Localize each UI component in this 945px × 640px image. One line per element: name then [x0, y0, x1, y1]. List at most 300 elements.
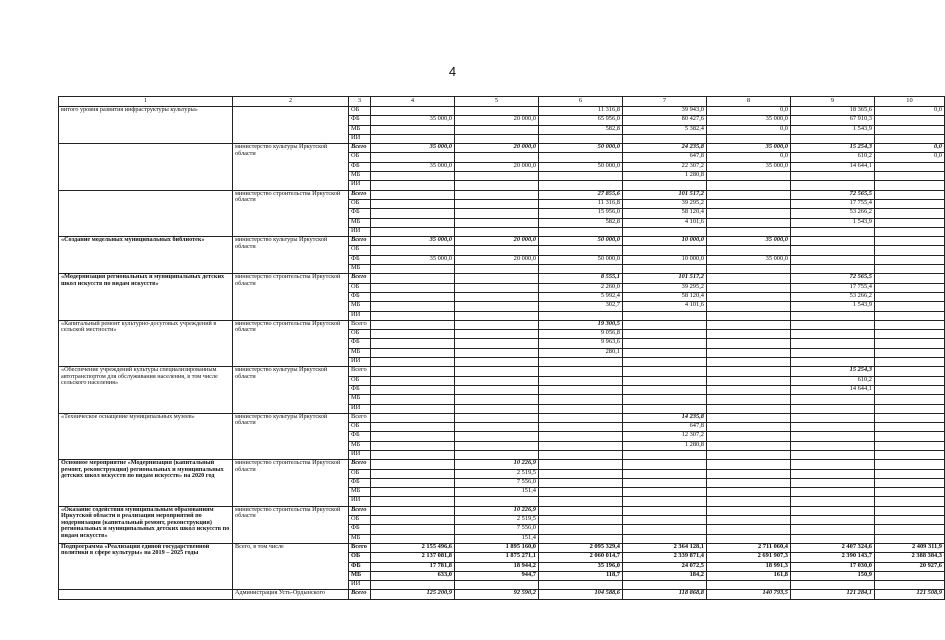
- amount-cell: 151,4: [455, 534, 539, 543]
- amount-cell: [455, 311, 539, 320]
- column-header: 8: [707, 97, 791, 107]
- amount-cell: [539, 404, 623, 413]
- amount-cell: [371, 441, 455, 450]
- amount-cell: [371, 339, 455, 348]
- amount-cell: [707, 274, 791, 283]
- amount-cell: 53 266,2: [791, 292, 875, 301]
- funding-source: ФБ: [349, 292, 371, 301]
- amount-cell: [875, 478, 945, 487]
- funding-source: ФБ: [349, 525, 371, 534]
- amount-cell: [791, 460, 875, 469]
- column-header: 3: [349, 97, 371, 107]
- amount-cell: 118 868,8: [623, 590, 707, 599]
- executor-name: Всего, в том числе: [233, 543, 349, 589]
- activity-name: «Создание модельных муниципальных библиотек»: [59, 237, 233, 274]
- amount-cell: [623, 478, 707, 487]
- amount-cell: [875, 367, 945, 376]
- amount-cell: [539, 423, 623, 432]
- amount-cell: 10 226,9: [455, 506, 539, 515]
- amount-cell: [371, 283, 455, 292]
- amount-cell: [875, 181, 945, 190]
- amount-cell: [791, 525, 875, 534]
- amount-cell: [875, 190, 945, 199]
- amount-cell: [791, 506, 875, 515]
- amount-cell: 118,7: [539, 571, 623, 580]
- column-header: 10: [875, 97, 945, 107]
- amount-cell: [791, 497, 875, 506]
- amount-cell: [707, 497, 791, 506]
- funding-source: Всего: [349, 274, 371, 283]
- amount-cell: [455, 395, 539, 404]
- funding-source: Всего: [349, 543, 371, 552]
- amount-cell: [455, 376, 539, 385]
- amount-cell: [791, 404, 875, 413]
- amount-cell: [371, 506, 455, 515]
- amount-cell: 20 000,0: [455, 237, 539, 246]
- amount-cell: 18 365,6: [791, 107, 875, 116]
- amount-cell: [539, 441, 623, 450]
- executor-name: министерство строительства Иркутской области: [233, 460, 349, 506]
- executor-name: министерство культуры Иркутской области: [233, 144, 349, 190]
- amount-cell: 9 963,6: [539, 339, 623, 348]
- amount-cell: [875, 274, 945, 283]
- funding-source: МБ: [349, 302, 371, 311]
- amount-cell: [707, 348, 791, 357]
- amount-cell: 2 364 128,1: [623, 543, 707, 552]
- amount-cell: 39 295,2: [623, 283, 707, 292]
- executor-name: министерство культуры Иркутской области: [233, 367, 349, 413]
- amount-cell: [455, 283, 539, 292]
- amount-cell: 150,9: [791, 571, 875, 580]
- amount-cell: [707, 385, 791, 394]
- amount-cell: 35 000,0: [707, 144, 791, 153]
- amount-cell: [539, 506, 623, 515]
- amount-cell: 53 266,2: [791, 209, 875, 218]
- amount-cell: [875, 488, 945, 497]
- amount-cell: [539, 497, 623, 506]
- amount-cell: 121 284,1: [791, 590, 875, 599]
- amount-cell: 20 927,6: [875, 562, 945, 571]
- amount-cell: 39 943,0: [623, 107, 707, 116]
- amount-cell: [875, 423, 945, 432]
- funding-source: МБ: [349, 441, 371, 450]
- amount-cell: [539, 413, 623, 422]
- funding-source: Всего: [349, 320, 371, 329]
- amount-cell: [371, 469, 455, 478]
- amount-cell: [707, 516, 791, 525]
- amount-cell: [623, 488, 707, 497]
- amount-cell: [875, 283, 945, 292]
- amount-cell: 35 000,0: [707, 237, 791, 246]
- amount-cell: 50 000,0: [539, 237, 623, 246]
- amount-cell: 5 382,4: [623, 125, 707, 134]
- funding-source: ФБ: [349, 116, 371, 125]
- funding-source: ОБ: [349, 516, 371, 525]
- amount-cell: 2 155 496,6: [371, 543, 455, 552]
- amount-cell: [875, 432, 945, 441]
- amount-cell: [875, 172, 945, 181]
- funding-source: Всего: [349, 460, 371, 469]
- amount-cell: 10 000,0: [623, 237, 707, 246]
- table-row: [59, 274, 945, 283]
- amount-cell: 14 644,1: [791, 385, 875, 394]
- funding-source: ОБ: [349, 469, 371, 478]
- amount-cell: [875, 339, 945, 348]
- amount-cell: [875, 311, 945, 320]
- amount-cell: 35 000,0: [371, 144, 455, 153]
- amount-cell: [623, 320, 707, 329]
- amount-cell: [455, 497, 539, 506]
- amount-cell: [791, 181, 875, 190]
- amount-cell: [875, 320, 945, 329]
- amount-cell: [539, 516, 623, 525]
- amount-cell: [791, 478, 875, 487]
- amount-cell: 14 235,8: [623, 413, 707, 422]
- amount-cell: [875, 469, 945, 478]
- amount-cell: [371, 218, 455, 227]
- amount-cell: [539, 460, 623, 469]
- amount-cell: 15 254,3: [791, 367, 875, 376]
- amount-cell: 12 307,2: [623, 432, 707, 441]
- amount-cell: [623, 404, 707, 413]
- activity-name: Подпрограмма «Реализация единой государственной политики в сфере культуры» на 2019 – 2025 годы: [59, 543, 233, 589]
- amount-cell: [707, 423, 791, 432]
- amount-cell: [539, 488, 623, 497]
- amount-cell: [371, 376, 455, 385]
- amount-cell: [623, 181, 707, 190]
- amount-cell: [455, 199, 539, 208]
- amount-cell: 65 956,0: [539, 116, 623, 125]
- amount-cell: [539, 358, 623, 367]
- amount-cell: 610,2: [791, 153, 875, 162]
- amount-cell: [707, 283, 791, 292]
- amount-cell: 2 390 143,7: [791, 553, 875, 562]
- amount-cell: [539, 172, 623, 181]
- amount-cell: 24 072,5: [623, 562, 707, 571]
- amount-cell: [707, 395, 791, 404]
- amount-cell: [539, 246, 623, 255]
- amount-cell: [875, 395, 945, 404]
- amount-cell: [875, 218, 945, 227]
- amount-cell: [371, 478, 455, 487]
- amount-cell: [371, 246, 455, 255]
- amount-cell: [707, 367, 791, 376]
- amount-cell: 121 508,9: [875, 590, 945, 599]
- activity-name: «Капитальный ремонт культурно-досуговых учреждений в сельской местности»: [59, 320, 233, 366]
- amount-cell: [791, 450, 875, 459]
- amount-cell: [623, 358, 707, 367]
- amount-cell: [371, 488, 455, 497]
- amount-cell: [791, 348, 875, 357]
- amount-cell: [455, 385, 539, 394]
- amount-cell: 0,0: [875, 144, 945, 153]
- amount-cell: [875, 265, 945, 274]
- amount-cell: [875, 376, 945, 385]
- amount-cell: [875, 404, 945, 413]
- amount-cell: [455, 218, 539, 227]
- amount-cell: [539, 450, 623, 459]
- amount-cell: [623, 525, 707, 534]
- amount-cell: [875, 246, 945, 255]
- amount-cell: [875, 506, 945, 515]
- amount-cell: [875, 450, 945, 459]
- amount-cell: [455, 348, 539, 357]
- amount-cell: [707, 478, 791, 487]
- table-row: [59, 367, 945, 376]
- amount-cell: [539, 385, 623, 394]
- amount-cell: 20 000,0: [455, 116, 539, 125]
- amount-cell: 14 644,1: [791, 162, 875, 171]
- table-row: [59, 190, 945, 199]
- amount-cell: 302,7: [539, 302, 623, 311]
- amount-cell: [455, 320, 539, 329]
- amount-cell: [875, 441, 945, 450]
- amount-cell: [875, 516, 945, 525]
- amount-cell: [875, 385, 945, 394]
- amount-cell: 582,8: [539, 218, 623, 227]
- table-row: [59, 506, 945, 515]
- funding-source: МБ: [349, 348, 371, 357]
- funding-source: ИИ: [349, 450, 371, 459]
- amount-cell: [371, 348, 455, 357]
- amount-cell: 27 855,6: [539, 190, 623, 199]
- activity-name: [59, 590, 233, 599]
- amount-cell: [371, 413, 455, 422]
- amount-cell: [707, 265, 791, 274]
- column-header: 7: [623, 97, 707, 107]
- amount-cell: 2 060 014,7: [539, 553, 623, 562]
- amount-cell: 35 000,0: [707, 116, 791, 125]
- amount-cell: [707, 432, 791, 441]
- amount-cell: 9 056,8: [539, 330, 623, 339]
- amount-cell: [707, 320, 791, 329]
- amount-cell: [539, 181, 623, 190]
- funding-source: ФБ: [349, 255, 371, 264]
- amount-cell: 582,8: [539, 125, 623, 134]
- amount-cell: [623, 376, 707, 385]
- funding-source: МБ: [349, 395, 371, 404]
- amount-cell: 1 543,9: [791, 125, 875, 134]
- amount-cell: 17 030,0: [791, 562, 875, 571]
- amount-cell: [791, 469, 875, 478]
- amount-cell: [371, 153, 455, 162]
- amount-cell: [455, 172, 539, 181]
- activity-name: [59, 190, 233, 236]
- funding-source: МБ: [349, 172, 371, 181]
- amount-cell: 17 755,4: [791, 199, 875, 208]
- amount-cell: 2 260,0: [539, 283, 623, 292]
- funding-source: МБ: [349, 265, 371, 274]
- funding-source: ФБ: [349, 209, 371, 218]
- amount-cell: [791, 227, 875, 236]
- amount-cell: [371, 209, 455, 218]
- amount-cell: 35 000,0: [371, 162, 455, 171]
- amount-cell: [707, 330, 791, 339]
- amount-cell: [371, 311, 455, 320]
- amount-cell: 2 519,5: [455, 516, 539, 525]
- amount-cell: 0,0: [707, 107, 791, 116]
- amount-cell: [875, 497, 945, 506]
- amount-cell: [623, 506, 707, 515]
- activity-name: «Обеспечение учреждений культуры специализированным автотранспортом для обслуживания населения, в том числе сельского населения»: [59, 367, 233, 413]
- amount-cell: [791, 413, 875, 422]
- amount-cell: 1 543,9: [791, 302, 875, 311]
- funding-source: ОБ: [349, 376, 371, 385]
- column-header: 2: [233, 97, 349, 107]
- amount-cell: 35 000,0: [371, 255, 455, 264]
- amount-cell: 2 407 324,6: [791, 543, 875, 552]
- amount-cell: 15 956,0: [539, 209, 623, 218]
- amount-cell: [371, 274, 455, 283]
- column-header-row: [59, 97, 945, 107]
- page-number: 4: [448, 64, 457, 79]
- amount-cell: 67 910,3: [791, 116, 875, 125]
- amount-cell: [455, 423, 539, 432]
- amount-cell: 101 517,2: [623, 274, 707, 283]
- amount-cell: 2 388 384,3: [875, 553, 945, 562]
- amount-cell: 35 000,0: [707, 162, 791, 171]
- amount-cell: 2 137 081,8: [371, 553, 455, 562]
- amount-cell: [455, 358, 539, 367]
- funding-source: ОБ: [349, 423, 371, 432]
- amount-cell: [623, 516, 707, 525]
- executor-name: министерство строительства Иркутской области: [233, 274, 349, 320]
- amount-cell: [791, 432, 875, 441]
- amount-cell: 104 588,6: [539, 590, 623, 599]
- amount-cell: 4 101,6: [623, 302, 707, 311]
- amount-cell: [455, 153, 539, 162]
- amount-cell: [539, 376, 623, 385]
- amount-cell: [623, 246, 707, 255]
- program-funding-table: [58, 96, 945, 600]
- amount-cell: 20 000,0: [455, 162, 539, 171]
- amount-cell: [623, 450, 707, 459]
- amount-cell: [791, 395, 875, 404]
- funding-source: ОБ: [349, 107, 371, 116]
- amount-cell: 20 000,0: [455, 144, 539, 153]
- amount-cell: 7 556,0: [455, 525, 539, 534]
- funding-source: ОБ: [349, 330, 371, 339]
- amount-cell: [707, 311, 791, 320]
- amount-cell: [707, 181, 791, 190]
- amount-cell: [539, 469, 623, 478]
- amount-cell: [455, 432, 539, 441]
- funding-source: ИИ: [349, 581, 371, 590]
- amount-cell: [371, 385, 455, 394]
- amount-cell: [371, 199, 455, 208]
- amount-cell: 101 517,2: [623, 190, 707, 199]
- executor-name: министерство культуры Иркутской области: [233, 413, 349, 459]
- amount-cell: 58 120,4: [623, 209, 707, 218]
- amount-cell: [623, 367, 707, 376]
- column-header: 4: [371, 97, 455, 107]
- amount-cell: 8 555,1: [539, 274, 623, 283]
- amount-cell: 4 101,6: [623, 218, 707, 227]
- amount-cell: [371, 525, 455, 534]
- amount-cell: 0,0: [707, 125, 791, 134]
- amount-cell: [371, 432, 455, 441]
- executor-name: [233, 107, 349, 144]
- executor-name: министерство строительства Иркутской области: [233, 190, 349, 236]
- amount-cell: [371, 367, 455, 376]
- amount-cell: [791, 441, 875, 450]
- amount-cell: [455, 190, 539, 199]
- amount-cell: 92 590,2: [455, 590, 539, 599]
- amount-cell: 72 565,5: [791, 274, 875, 283]
- amount-cell: 280,1: [539, 348, 623, 357]
- amount-cell: [623, 330, 707, 339]
- amount-cell: 610,2: [791, 376, 875, 385]
- amount-cell: [707, 218, 791, 227]
- amount-cell: 140 793,5: [707, 590, 791, 599]
- activity-name: [59, 144, 233, 190]
- amount-cell: [791, 516, 875, 525]
- amount-cell: [791, 488, 875, 497]
- funding-source: МБ: [349, 488, 371, 497]
- amount-cell: 35 000,0: [371, 116, 455, 125]
- amount-cell: [539, 395, 623, 404]
- amount-cell: 50 000,0: [539, 162, 623, 171]
- amount-cell: 18 991,3: [707, 562, 791, 571]
- amount-cell: 10 226,9: [455, 460, 539, 469]
- activity-name: витого уровня развития инфраструктуры культуры»: [59, 107, 233, 144]
- amount-cell: [623, 469, 707, 478]
- amount-cell: [875, 125, 945, 134]
- amount-cell: [707, 302, 791, 311]
- amount-cell: [455, 181, 539, 190]
- amount-cell: 39 295,2: [623, 199, 707, 208]
- funding-source: ОБ: [349, 553, 371, 562]
- funding-source: ОБ: [349, 199, 371, 208]
- amount-cell: [707, 488, 791, 497]
- amount-cell: 80 427,6: [623, 116, 707, 125]
- amount-cell: [455, 292, 539, 301]
- amount-cell: 72 565,5: [791, 190, 875, 199]
- amount-cell: [371, 460, 455, 469]
- funding-source: ФБ: [349, 432, 371, 441]
- funding-source: ОБ: [349, 283, 371, 292]
- amount-cell: [875, 209, 945, 218]
- amount-cell: [371, 265, 455, 274]
- amount-cell: [539, 478, 623, 487]
- amount-cell: 22 307,2: [623, 162, 707, 171]
- amount-cell: [539, 367, 623, 376]
- amount-cell: [791, 246, 875, 255]
- amount-cell: [875, 199, 945, 208]
- table-row: [59, 107, 945, 116]
- amount-cell: [455, 125, 539, 134]
- amount-cell: [875, 358, 945, 367]
- amount-cell: [371, 125, 455, 134]
- amount-cell: [371, 395, 455, 404]
- funding-source: ИИ: [349, 358, 371, 367]
- amount-cell: [371, 190, 455, 199]
- amount-cell: 647,8: [623, 423, 707, 432]
- amount-cell: 1 875 271,1: [455, 553, 539, 562]
- table-row: [59, 460, 945, 469]
- amount-cell: [455, 265, 539, 274]
- amount-cell: 58 120,4: [623, 292, 707, 301]
- table-row: [59, 543, 945, 552]
- amount-cell: [875, 237, 945, 246]
- amount-cell: 18 944,2: [455, 562, 539, 571]
- amount-cell: [623, 460, 707, 469]
- funding-source: ФБ: [349, 562, 371, 571]
- funding-source: Всего: [349, 237, 371, 246]
- amount-cell: 2 691 907,3: [707, 553, 791, 562]
- amount-cell: [707, 339, 791, 348]
- amount-cell: [371, 358, 455, 367]
